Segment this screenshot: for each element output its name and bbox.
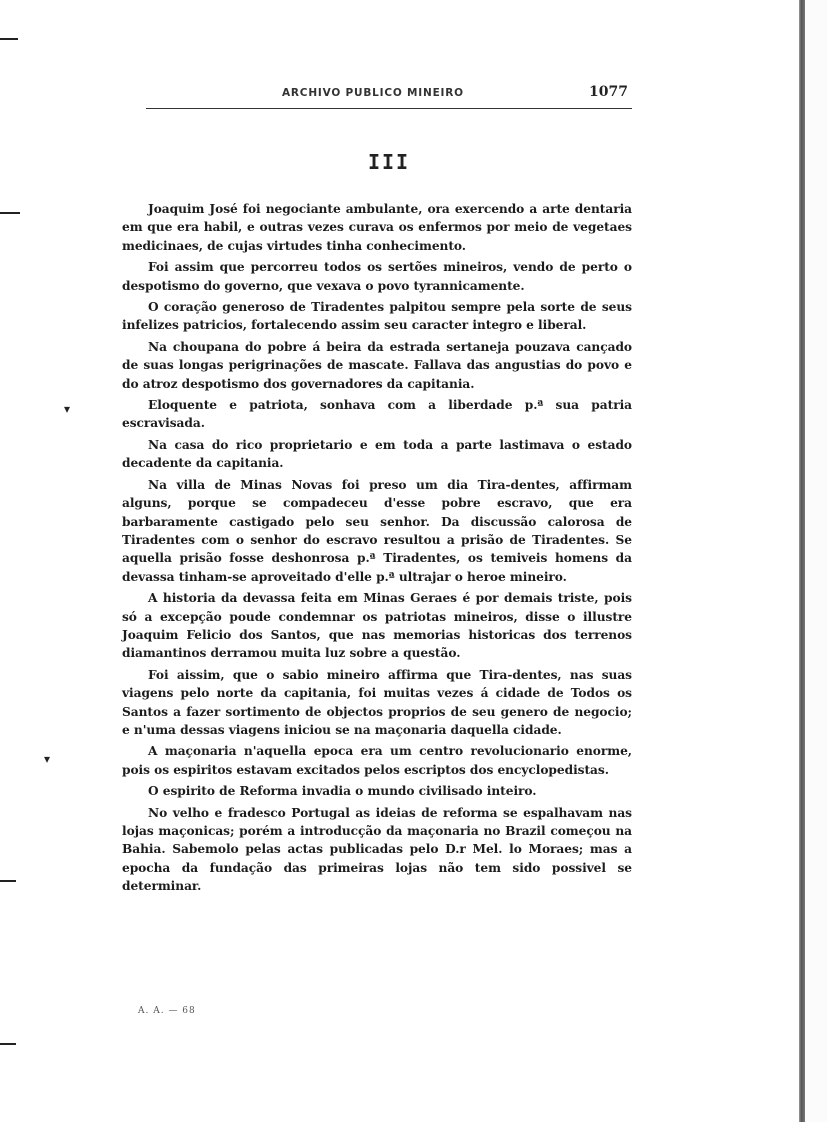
printer-signature: A. A. — 68 [138,1006,196,1016]
paragraph: O espirito de Reforma invadia o mundo civilisado inteiro. [148,784,537,799]
running-header [146,86,632,109]
paragraph: Eloquente e patriota, sonhava com a liberdade p.ª sua patria escravisada. [122,398,632,431]
paragraph: Foi assim que percorreu todos os sertões mineiros, vendo de perto o despotismo do governo, que vexava o povo tyrannicamente. [122,260,632,293]
paragraph: A maçonaria n'aquella epoca era um centro revolucionario enorme, pois os espiritos estavam excitados pelos escriptos dos encyclopedistas. [122,744,632,777]
page-number: 1077 [589,84,628,100]
paragraph: Joaquim José foi negociante ambulante, ora exercendo a arte dentaria em que era habil, e outras vezes curava os enfermos por meio de vegetaes medicinaes, de cujas virtudes tinha conhecimento. [122,202,632,253]
binding-mark [0,38,18,40]
paragraph: O coração generoso de Tiradentes palpitou sempre pela sorte de seus infelizes patricios, fortalecendo assim seu caracter integro e liberal. [122,300,632,333]
header-title: ARCHIVO PUBLICO MINEIRO [282,87,464,99]
book-spine-edge [799,0,805,1122]
paragraph: No velho e fradesco Portugal as ideias de reforma se espalhavam nas lojas maçonicas; porém a introducção da maçonaria no Brazil começou na Bahia. Sabemolo pelas actas publicadas pelo D.r Mel. lo Moraes; mas a epocha da fundação das primeiras lojas não tem sido possivel se determinar. [122,805,632,894]
paragraph: Na villa de Minas Novas foi preso um dia Tira-dentes, affirmam alguns, porque se compadeceu d'esse pobre escravo, que era barbaramente castigado pelo seu senhor. Da discussão calorosa de Tiradentes com o senhor do escravo resultou a prisão de Tiradentes. Se aquella prisão fosse deshonrosa p.ª Tiradentes, os temiveis homens da devassa tinham-se aproveitado d'elle p.ª ultrajar o heroe mineiro. [122,477,632,584]
paragraph: Foi aissim, que o sabio mineiro affirma que Tira-dentes, nas suas viagens pelo norte da capitania, foi muitas vezes á cidade de Todos os Santos a fazer sortimento de objectos proprios de seu genero de negocio; e n'uma dessas viagens iniciou se na maçonaria daquella cidade. [122,667,632,737]
page-margin-right [805,0,827,1122]
binding-mark [0,880,16,882]
body-text [122,200,632,899]
paragraph: Na casa do rico proprietario e em toda a parte lastimava o estado decadente da capitania. [122,437,632,471]
margin-mark: ▾ [44,752,51,766]
margin-mark: ▾ [64,402,71,416]
binding-mark [0,212,20,214]
section-title: III [367,150,411,174]
paragraph: A historia da devassa feita em Minas Geraes é por demais triste, pois só a excepção poude condemnar os patriotas mineiros, disse o illustre Joaquim Felicio dos Santos, que nas memorias historicas dos terrenos diamantinos derramou muita luz sobre a questão. [122,591,632,661]
binding-mark [0,1043,16,1045]
paragraph: Na choupana do pobre á beira da estrada sertaneja pouzava cançado de suas longas perigrinações de mascate. Fallava das angustias do povo e do atroz despotismo dos governadores da capitania. [122,339,632,391]
